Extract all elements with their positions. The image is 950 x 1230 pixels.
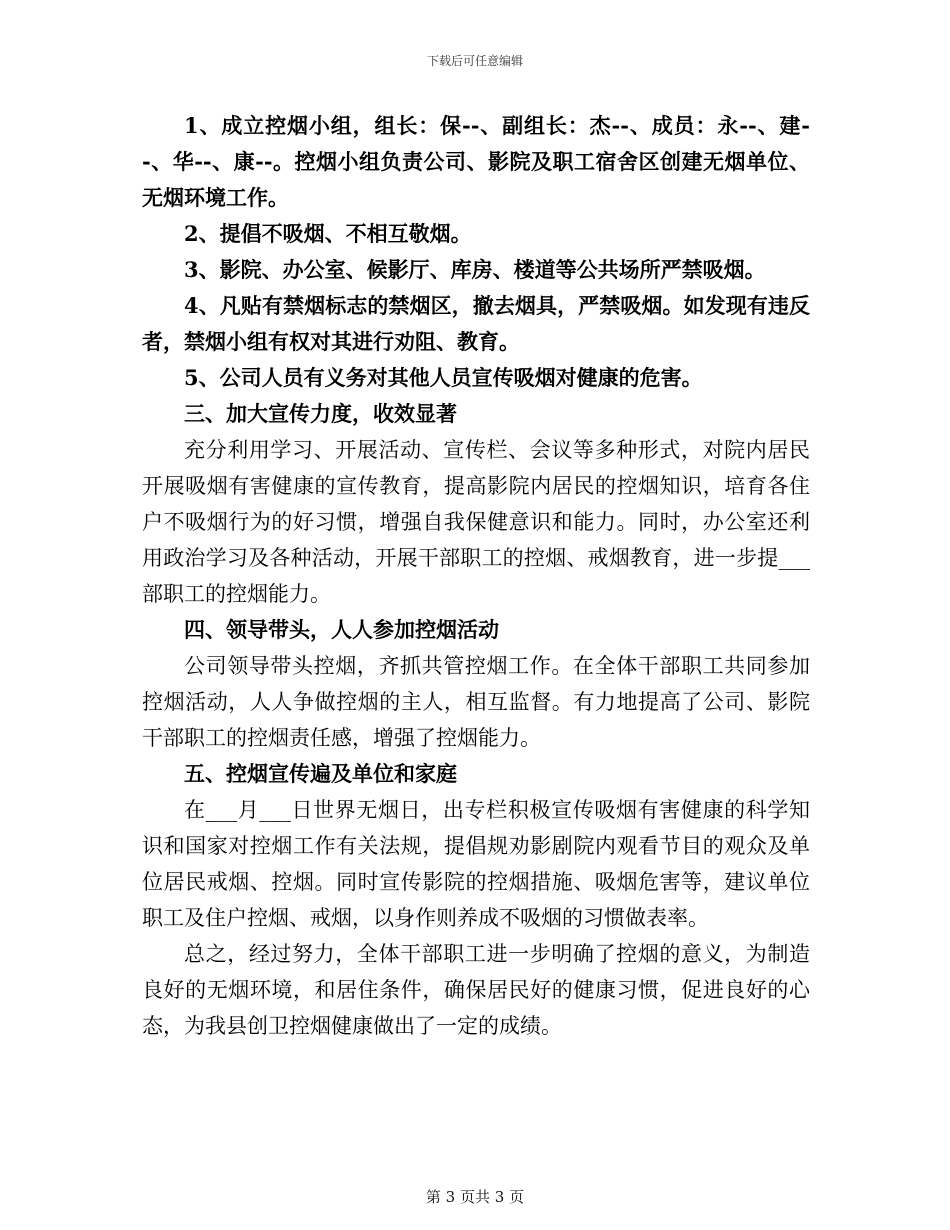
paragraph-publicity: 充分利用学习、开展活动、宣传栏、会议等多种形式，对院内居民开展吸烟有害健康的宣传教育，提高影院内居民的控烟知识，培育各住户不吸烟行为的好习惯，增强自我保健意识和能力。同时，办公室还利用政治学习及各种活动，开展干部职工的控烟、戒烟教育，进一步提___部职工的控烟能力。 [142,438,810,606]
paragraph-summary: 总之，经过努力，全体干部职工进一步明确了控烟的意义，为制造良好的无烟环境，和居住条件，确保居民好的健康习惯，促进良好的心态，为我县创卫控烟健康做出了一定的成绩。 [142,942,810,1038]
section-heading-4: 四、领导带头，人人参加控烟活动 [184,617,499,642]
header-note: 下载后可任意编辑 [426,54,523,68]
paragraph-5: 5、公司人员有义务对其他人员宣传吸烟对健康的危害。 [184,365,703,390]
paragraph-leadership: 公司领导带头控烟，齐抓共管控烟工作。在全体干部职工共同参加控烟活动，人人争做控烟的主人，相互监督。有力地提高了公司、影院干部职工的控烟责任感，增强了控烟能力。 [142,654,810,750]
page-number: 第 3 页共 3 页 [425,1188,525,1206]
section-heading-5: 五、控烟宣传遍及单位和家庭 [184,761,457,786]
paragraph-2: 2、提倡不吸烟、不相互敬烟。 [184,221,472,246]
paragraph-1: 1、成立控烟小组，组长：保--、副组长：杰--、成员：永--、建--、华--、康--。控烟小组负责公司、影院及职工宿舍区创建无烟单位、无烟环境工作。 [142,113,810,210]
paragraph-campaign: 在___月___日世界无烟日，出专栏积极宣传吸烟有害健康的科学知识和国家对控烟工作有关法规，提倡规劝影剧院内观看节目的观众及单位居民戒烟、控烟。同时宣传影院的控烟措施、吸烟危害等，建议单位职工及住户控烟、戒烟，以身作则养成不吸烟的习惯做表率。 [142,798,810,930]
document-body [142,108,810,1044]
paragraph-4: 4、凡贴有禁烟标志的禁烟区，撤去烟具，严禁吸烟。如发现有违反者，禁烟小组有权对其进行劝阻、教育。 [142,293,810,354]
paragraph-3: 3、影院、办公室、候影厅、库房、楼道等公共场所严禁吸烟。 [184,257,766,282]
section-heading-3: 三、加大宣传力度，收效显著 [184,401,457,426]
